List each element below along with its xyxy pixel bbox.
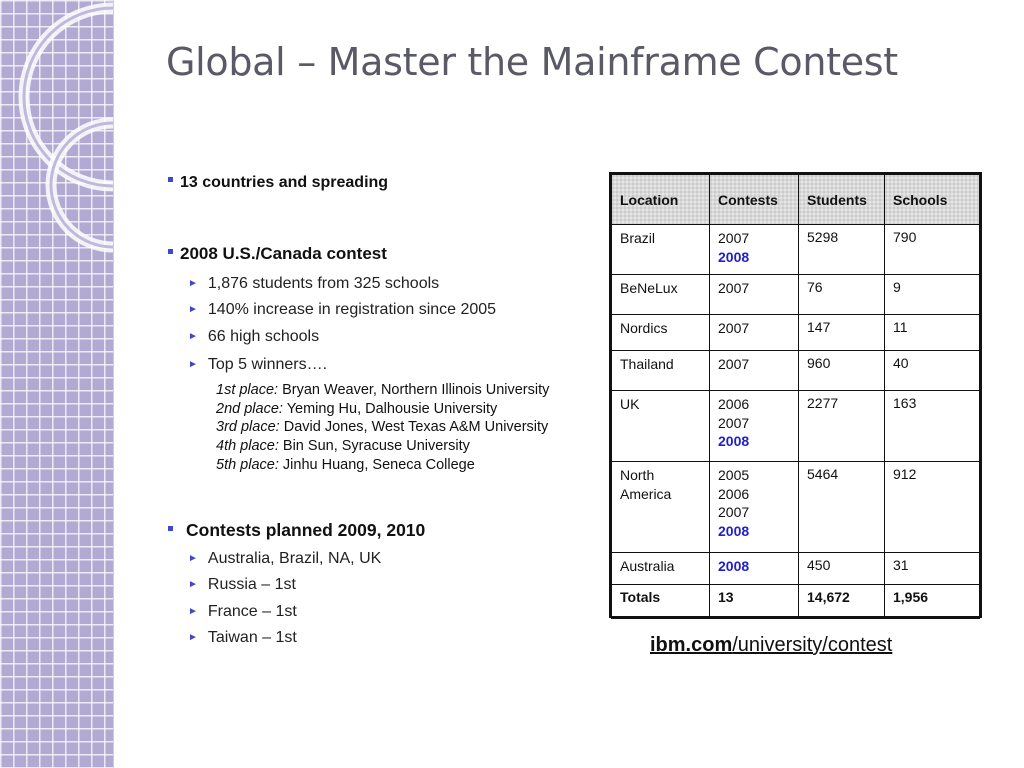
cell-contests bbox=[710, 553, 799, 585]
cell-totals-students: 14,672 bbox=[799, 585, 885, 619]
cell-location: Thailand bbox=[612, 351, 710, 391]
cell-totals-contests: 13 bbox=[710, 585, 799, 619]
cell-location: Australia bbox=[612, 553, 710, 585]
cell-students: 76 bbox=[799, 275, 885, 315]
cell-students: 450 bbox=[799, 553, 885, 585]
cell-location: Nordics bbox=[612, 315, 710, 351]
triangle-bullet-icon: ► bbox=[188, 304, 198, 315]
cell-schools: 31 bbox=[885, 553, 980, 585]
cell-contests: 2007 bbox=[710, 315, 799, 351]
cell-schools: 11 bbox=[885, 315, 980, 351]
sub-bullet: ► Russia – 1st bbox=[188, 576, 296, 593]
cell-students: 960 bbox=[799, 351, 885, 391]
cell-totals-label: Totals bbox=[612, 585, 710, 619]
cell-contests: 2005 2006 2007 2008 bbox=[710, 462, 799, 553]
cell-totals-schools: 1,956 bbox=[885, 585, 980, 619]
winner-line: 3rd place: David Jones, West Texas A&M University bbox=[216, 419, 549, 435]
cell-location: North America bbox=[612, 462, 710, 553]
cell-students: 5464 bbox=[799, 462, 885, 553]
square-bullet-icon bbox=[168, 177, 173, 182]
table-header-row bbox=[612, 175, 980, 225]
sub-bullet: ► Australia, Brazil, NA, UK bbox=[188, 550, 382, 567]
column-header: Contests bbox=[710, 175, 799, 225]
cell-students: 5298 bbox=[799, 225, 885, 275]
sub-bullet: ► 140% increase in registration since 2005 bbox=[188, 301, 497, 318]
cell-contests: 2007 2008 bbox=[710, 225, 799, 275]
cell-location: Brazil bbox=[612, 225, 710, 275]
bullet-planned-contests: Contests planned 2009, 2010 bbox=[168, 520, 425, 541]
table-row bbox=[612, 351, 980, 391]
winner-line: 5th place: Jinhu Huang, Seneca College bbox=[216, 457, 475, 473]
triangle-bullet-icon: ► bbox=[188, 278, 198, 289]
decorative-rings bbox=[0, 0, 160, 260]
sub-bullet: ► Top 5 winners…. bbox=[188, 356, 328, 373]
square-bullet-icon bbox=[168, 526, 173, 531]
column-header: Schools bbox=[885, 175, 980, 225]
contest-url[interactable] bbox=[650, 634, 892, 657]
square-bullet-icon bbox=[168, 249, 173, 254]
winner-line: 4th place: Bin Sun, Syracuse University bbox=[216, 438, 470, 454]
bullet-2008-contest: 2008 U.S./Canada contest bbox=[168, 244, 387, 264]
winner-line: 2nd place: Yeming Hu, Dalhousie University bbox=[216, 401, 498, 417]
url-domain[interactable]: ibm.com bbox=[650, 634, 733, 656]
triangle-bullet-icon: ► bbox=[188, 579, 198, 590]
sub-bullet: ► 66 high schools bbox=[188, 328, 320, 345]
table-totals-row bbox=[612, 585, 980, 619]
url-path[interactable]: /university/contest bbox=[732, 634, 893, 656]
cell-schools: 912 bbox=[885, 462, 980, 553]
table-row bbox=[612, 391, 980, 462]
column-header: Students bbox=[799, 175, 885, 225]
highlighted-year: 2008 bbox=[718, 433, 750, 449]
table-row bbox=[612, 315, 980, 351]
cell-location: BeNeLux bbox=[612, 275, 710, 315]
cell-contests: 2006 2007 2008 bbox=[710, 391, 799, 462]
triangle-bullet-icon: ► bbox=[188, 606, 198, 617]
table-row bbox=[612, 462, 980, 553]
table-row bbox=[612, 553, 980, 585]
triangle-bullet-icon: ► bbox=[188, 553, 198, 564]
sub-bullet: ► 1,876 students from 325 schools bbox=[188, 275, 440, 292]
cell-students: 2277 bbox=[799, 391, 885, 462]
cell-schools: 40 bbox=[885, 351, 980, 391]
sub-bullet: ► France – 1st bbox=[188, 603, 297, 620]
highlighted-year: 2008 bbox=[718, 248, 750, 265]
cell-schools: 790 bbox=[885, 225, 980, 275]
cell-contests: 2007 bbox=[710, 275, 799, 315]
cell-students: 147 bbox=[799, 315, 885, 351]
triangle-bullet-icon: ► bbox=[188, 632, 198, 643]
winner-line: 1st place: Bryan Weaver, Northern Illinois University bbox=[216, 382, 550, 398]
triangle-bullet-icon: ► bbox=[188, 359, 198, 370]
contest-table bbox=[609, 172, 982, 618]
triangle-bullet-icon: ► bbox=[188, 331, 198, 342]
slide-title: Global – Master the Mainframe Contest bbox=[166, 40, 898, 84]
highlighted-year: 2008 bbox=[718, 522, 750, 539]
table-row bbox=[612, 275, 980, 315]
table-row bbox=[612, 225, 980, 275]
bullet-countries: 13 countries and spreading bbox=[168, 174, 388, 192]
cell-location: UK bbox=[612, 391, 710, 462]
cell-contests: 2007 bbox=[710, 351, 799, 391]
column-header: Location bbox=[612, 175, 710, 225]
highlighted-year: 2008 bbox=[718, 558, 750, 574]
sub-bullet: ► Taiwan – 1st bbox=[188, 629, 297, 646]
cell-schools: 163 bbox=[885, 391, 980, 462]
cell-schools: 9 bbox=[885, 275, 980, 315]
